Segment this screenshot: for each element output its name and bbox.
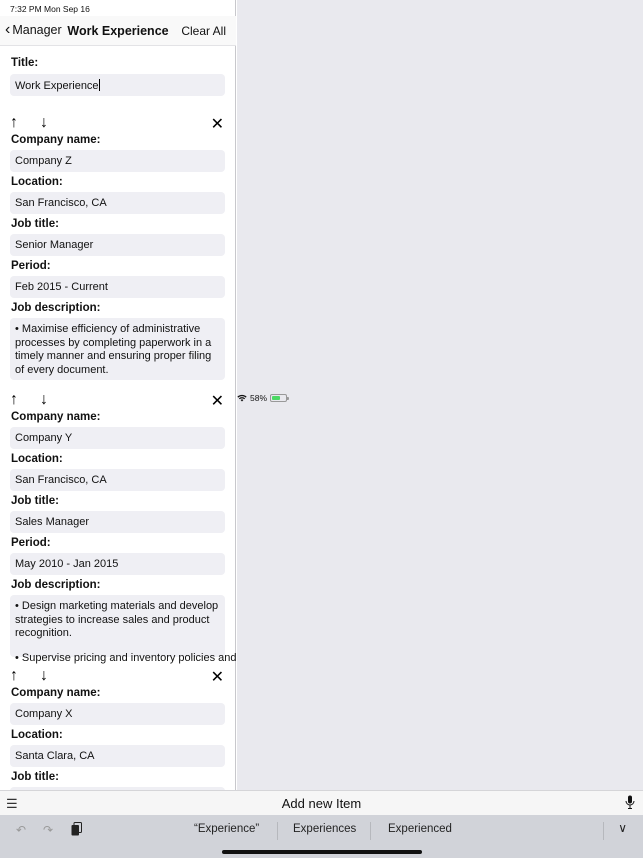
company-label: Company name: xyxy=(11,411,101,423)
period-label: Period: xyxy=(11,537,51,549)
suggestion-item[interactable]: Experienced xyxy=(388,823,452,835)
location-input[interactable]: San Francisco, CA xyxy=(10,192,225,214)
job-title-label: Job title: xyxy=(11,218,59,230)
job-title-label: Job title: xyxy=(11,495,59,507)
job-title-input[interactable]: Senior Manager xyxy=(10,234,225,256)
job-title-label: Job title: xyxy=(11,771,59,783)
form xyxy=(0,47,235,96)
title-input[interactable] xyxy=(10,74,225,96)
item-controls xyxy=(0,667,235,687)
left-navbar xyxy=(0,16,236,46)
add-new-item-button[interactable]: Add new Item xyxy=(281,796,362,811)
item-controls xyxy=(0,114,235,134)
paste-icon[interactable] xyxy=(71,822,82,836)
description-text: • Design marketing materials and develop strategies to increase sales and product recognition. xyxy=(15,600,219,639)
period-input[interactable]: Feb 2015 - Current xyxy=(10,276,225,298)
description-text-overflow: • Supervise pricing and inventory policies and xyxy=(15,651,237,664)
move-down-icon[interactable]: ↓ xyxy=(40,391,48,408)
move-up-icon[interactable]: ↑ xyxy=(10,667,18,684)
undo-icon[interactable]: ↶ xyxy=(16,823,27,837)
move-up-icon[interactable]: ↑ xyxy=(10,114,18,131)
company-input[interactable]: Company Y xyxy=(10,427,225,449)
experience-item xyxy=(0,114,235,380)
title-label: Title: xyxy=(11,57,39,69)
location-label: Location: xyxy=(11,176,63,188)
location-input[interactable]: Santa Clara, CA xyxy=(10,745,225,767)
remove-item-icon[interactable]: ✕ xyxy=(210,393,224,410)
company-input[interactable]: Company X xyxy=(10,703,225,725)
divider xyxy=(277,822,278,840)
location-label: Location: xyxy=(11,729,63,741)
battery-percent: 58% xyxy=(250,393,268,403)
suggestion-item[interactable]: Experiences xyxy=(293,823,357,835)
title-value: Work Experience xyxy=(15,80,99,92)
job-description-label: Job description: xyxy=(11,579,101,591)
page-title: Work Experience xyxy=(67,24,169,38)
location-input[interactable]: San Francisco, CA xyxy=(10,469,225,491)
item-controls xyxy=(0,391,235,411)
chevron-left-icon: ‹ xyxy=(5,21,11,38)
add-item-bar xyxy=(0,790,643,815)
wifi-icon xyxy=(237,394,247,402)
remove-item-icon[interactable]: ✕ xyxy=(210,669,224,686)
divider xyxy=(370,822,371,840)
job-description-input[interactable]: • Maximise efficiency of administrative processes by completing paperwork in a timely manner and ensuring proper filing of every document. xyxy=(10,318,225,380)
clear-all-button[interactable]: Clear All xyxy=(181,24,226,38)
period-label: Period: xyxy=(11,260,51,272)
list-icon[interactable]: ☰ xyxy=(6,796,18,811)
suggestion-item[interactable]: “Experience” xyxy=(194,823,260,835)
job-description-input[interactable] xyxy=(10,595,237,664)
company-label: Company name: xyxy=(11,687,101,699)
status-right xyxy=(237,3,643,793)
divider xyxy=(603,822,604,840)
job-title-input[interactable]: Sales Manager xyxy=(10,511,225,533)
period-input[interactable]: May 2010 - Jan 2015 xyxy=(10,553,225,575)
company-input[interactable]: Company Z xyxy=(10,150,225,172)
company-label: Company name: xyxy=(11,134,101,146)
editor-panel xyxy=(0,0,236,790)
move-down-icon[interactable]: ↓ xyxy=(40,667,48,684)
experience-item xyxy=(0,667,235,809)
move-down-icon[interactable]: ↓ xyxy=(40,114,48,131)
redo-icon[interactable]: ↷ xyxy=(43,823,54,837)
experience-item xyxy=(0,391,237,664)
battery-icon xyxy=(270,394,287,402)
status-time: 7:32 PM Mon Sep 16 xyxy=(10,4,90,14)
location-label: Location: xyxy=(11,453,63,465)
text-caret xyxy=(99,79,100,91)
keyboard-suggestion-bar xyxy=(0,815,643,858)
move-up-icon[interactable]: ↑ xyxy=(10,391,18,408)
microphone-icon[interactable] xyxy=(625,795,635,810)
back-label: Manager xyxy=(12,23,62,37)
remove-item-icon[interactable]: ✕ xyxy=(210,116,224,133)
dismiss-keyboard-icon[interactable]: ∨ xyxy=(618,821,627,835)
home-indicator[interactable] xyxy=(222,850,422,854)
job-description-label: Job description: xyxy=(11,302,101,314)
